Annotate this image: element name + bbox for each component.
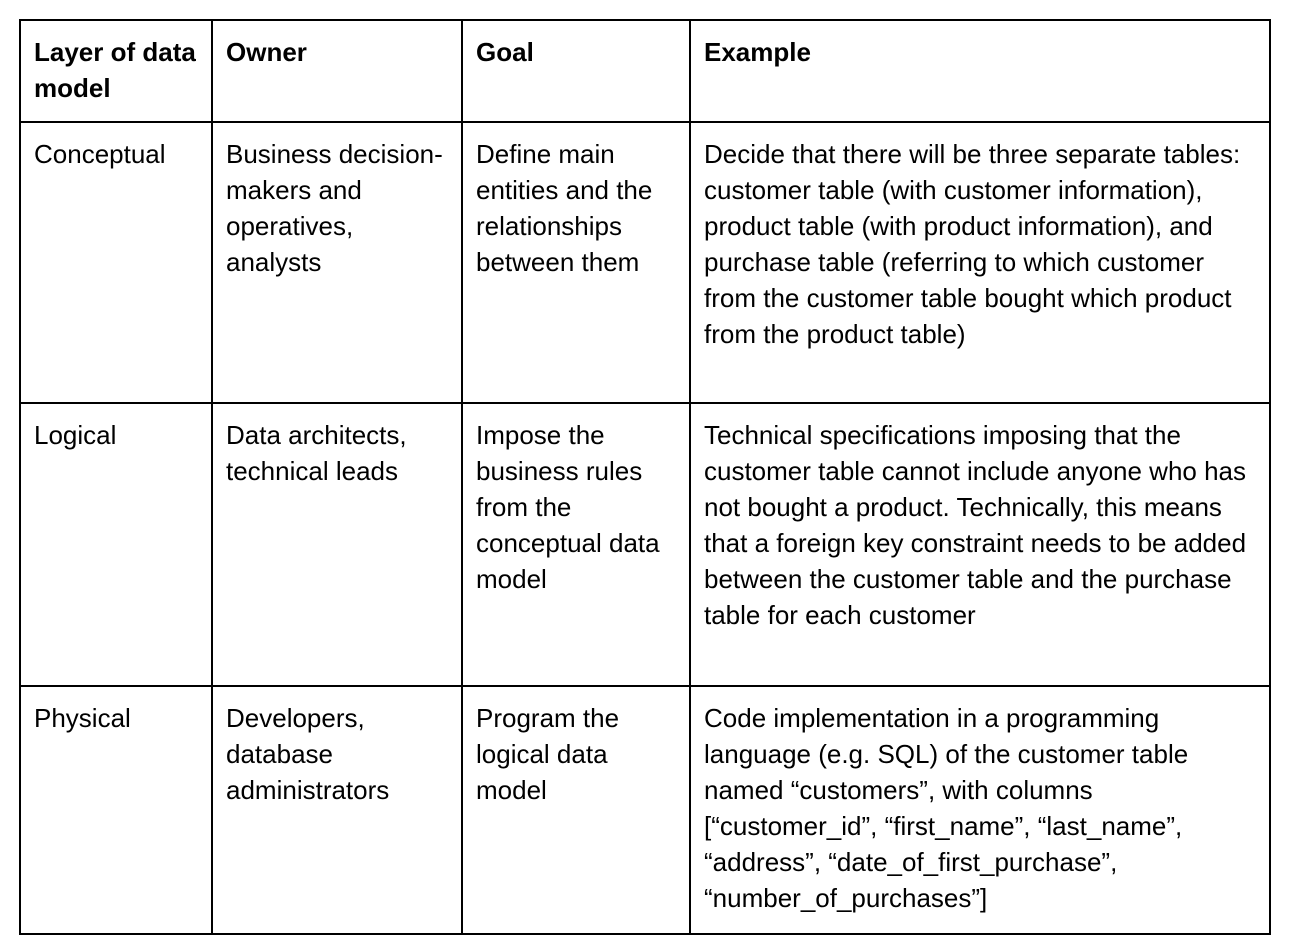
cell-goal: Impose the business rules from the conceptual data model: [462, 403, 690, 686]
cell-layer: Conceptual: [20, 122, 212, 403]
table-row: [20, 686, 1270, 934]
cell-layer: Physical: [20, 686, 212, 934]
cell-owner: Developers, database administrators: [212, 686, 462, 934]
header-layer: Layer of data model: [20, 20, 212, 122]
cell-layer: Logical: [20, 403, 212, 686]
data-model-layers-table: [19, 19, 1271, 935]
header-goal: Goal: [462, 20, 690, 122]
header-example: Example: [690, 20, 1270, 122]
table-row: [20, 403, 1270, 686]
header-owner: Owner: [212, 20, 462, 122]
cell-example: Technical specifications imposing that the customer table cannot include anyone who has not bought a product. Technically, this means that a foreign key constraint needs to be added between the customer table and the purchase table for each customer: [690, 403, 1270, 686]
cell-example: Decide that there will be three separate tables: customer table (with customer information), product table (with product information), and purchase table (referring to which customer from the customer table bought which product from the product table): [690, 122, 1270, 403]
cell-owner: Data architects, technical leads: [212, 403, 462, 686]
cell-goal: Define main entities and the relationships between them: [462, 122, 690, 403]
cell-example: Code implementation in a programming language (e.g. SQL) of the customer table named “customers”, with columns [“customer_id”, “first_name”, “last_name”, “address”, “date_of_first_purchase”, “number_of_purchases”]: [690, 686, 1270, 934]
cell-owner: Business decision-makers and operatives, analysts: [212, 122, 462, 403]
cell-goal: Program the logical data model: [462, 686, 690, 934]
table-header-row: [20, 20, 1270, 122]
table-row: [20, 122, 1270, 403]
